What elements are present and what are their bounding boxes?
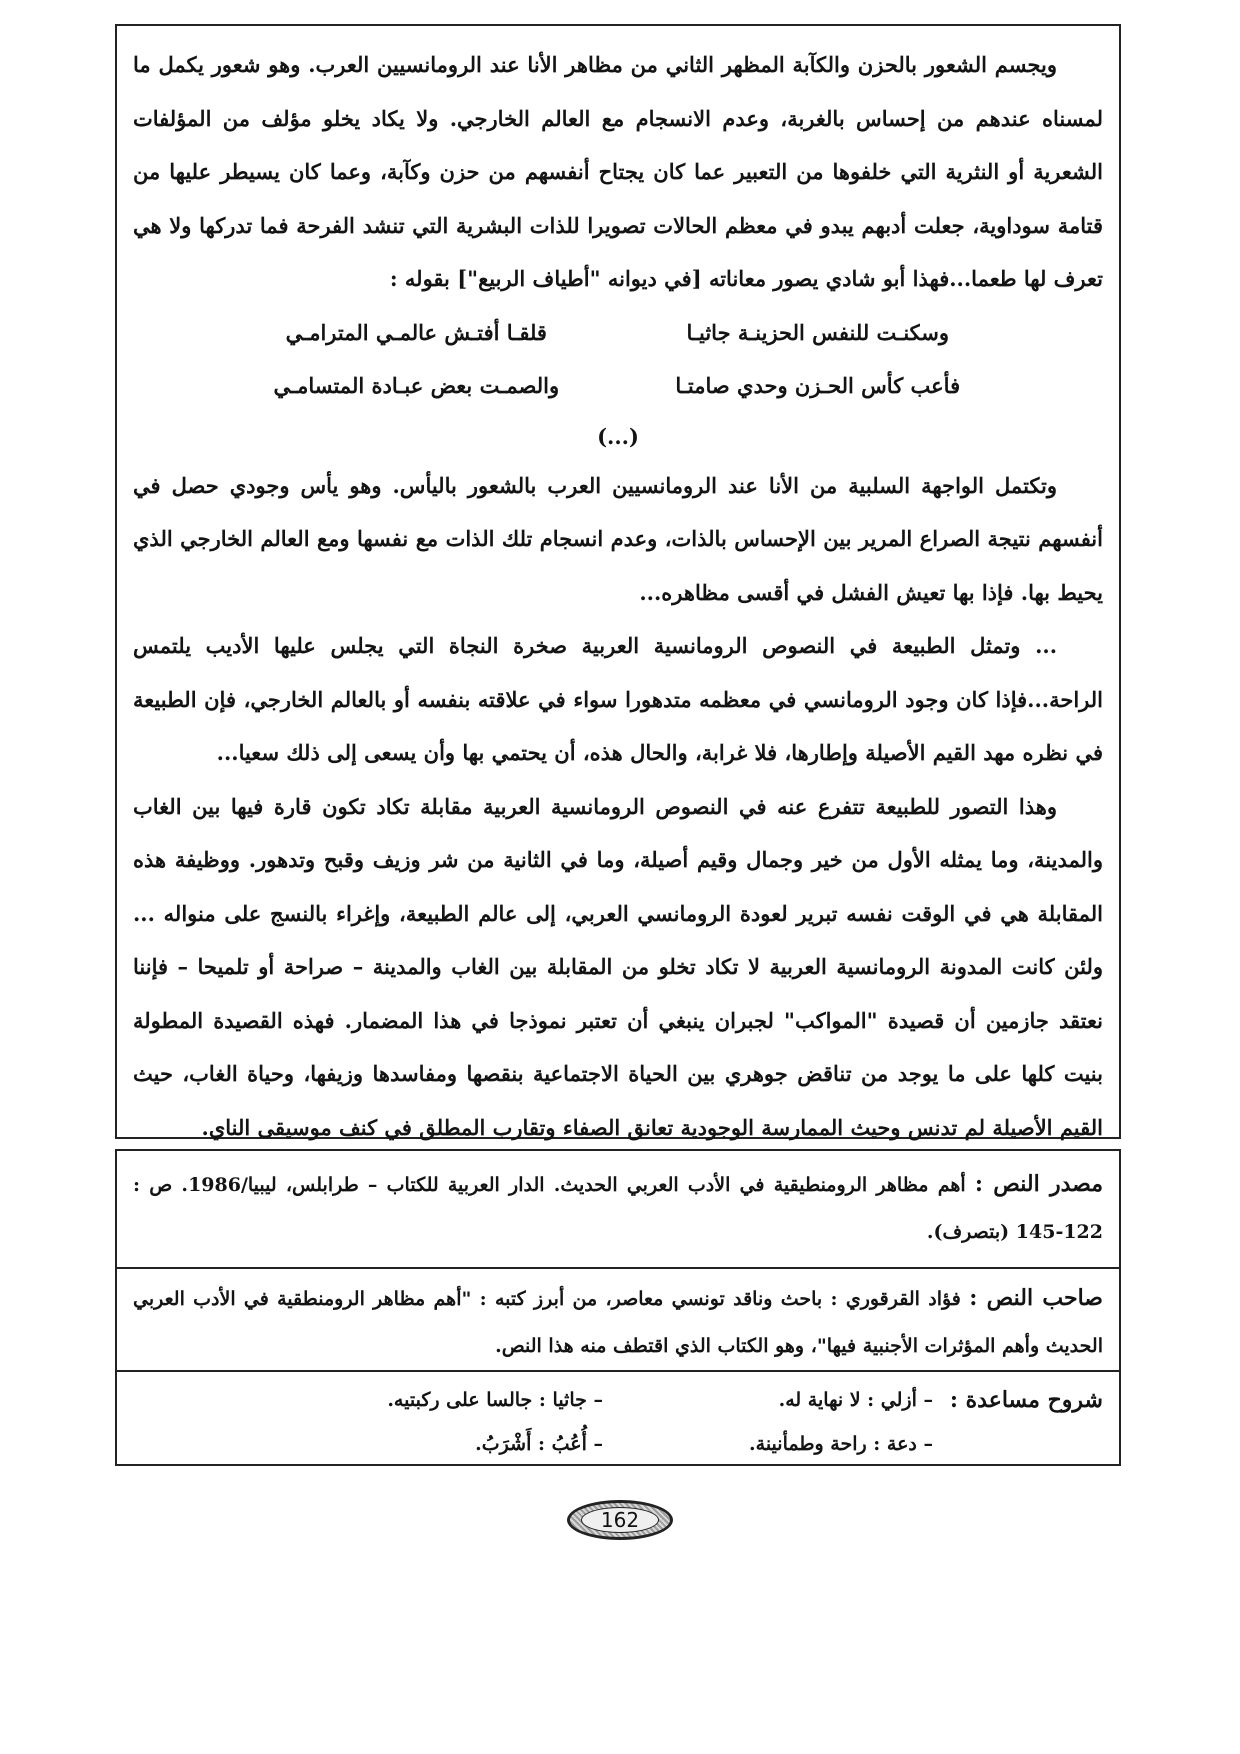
poem-verse	[231, 359, 1003, 413]
glossary-row	[133, 1422, 1103, 1466]
verse-first-hemistich: فأعب كأس الحـزن وحدي صامتـا	[675, 373, 961, 398]
text-author-label: صاحب النص :	[969, 1285, 1103, 1311]
reference-box	[115, 1149, 1121, 1466]
glossary-item: – جاثيا : جالسا على ركبتيه.	[387, 1389, 603, 1411]
verse-second-hemistich: والصمـت بعض عبـادة المتسامـي	[273, 373, 560, 398]
paragraph-3: ... وتمثل الطبيعة في النصوص الرومانسية العربية صخرة النجاة التي يجلس عليها الأديب يلتمس الراحة...فإذا كان وجود الرومانسي في معظمه متدهورا سواء في علاقته بنفسه أو بالعالم الخارجي، فإن الطبيعة في نظره مهد القيم الأصيلة وإطارها، فلا غرابة، والحال هذه، أن يحتمي بها وأن يسعى إلى ذلك سعيا...	[133, 633, 1103, 765]
text-source-label: مصدر النص :	[974, 1171, 1103, 1197]
verse-second-hemistich: قلقـا أفتـش عالمـي المترامـي	[285, 319, 547, 345]
page-number-badge	[567, 1500, 673, 1540]
glossary-title: شروح مساعدة :	[949, 1387, 1103, 1413]
glossary	[117, 1372, 1119, 1466]
verse-first-hemistich: وسكنـت للنفس الحزينـة جاثيـا	[686, 319, 949, 345]
main-text-box	[115, 24, 1121, 1139]
text-source-content: أهم مظاهر الرومنطيقية في الأدب العربي الحديث. الدار العربية للكتاب – طرابلس، ليبيا/1986. ص : 122-145 (بتصرف).	[133, 1174, 1103, 1243]
poem-verse	[231, 306, 1003, 360]
glossary-item: – أُعُبُ : أَشْرَبُ.	[475, 1433, 603, 1455]
omission-marker: (...)	[597, 423, 639, 449]
text-source	[117, 1151, 1119, 1269]
glossary-item: – دعة : راحة وطمأنينة.	[749, 1433, 933, 1455]
text-author	[117, 1269, 1119, 1372]
glossary-item: – أزلي : لا نهاية له.	[778, 1389, 933, 1411]
paragraph-2: وتكتمل الواجهة السلبية من الأنا عند الرومانسيين العرب بالشعور باليأس. وهو يأس وجودي حصل في أنفسهم نتيجة الصراع المرير بين الإحساس بالذات، وعدم انسجام تلك الذات مع نفسها ومع العالم الخارجي الذي يحيط بها. فإذا بها تعيش الفشل في أقسى مظاهره...	[133, 472, 1103, 605]
page-number: 162	[581, 1507, 659, 1533]
poem	[231, 306, 1003, 413]
paragraph-1: ويجسم الشعور بالحزن والكآبة المظهر الثاني من مظاهر الأنا عند الرومانسيين العرب. وهو شعور يكمل ما لمسناه عندهم من إحساس بالغربة، وعدم الانسجام مع العالم الخارجي. ولا يكاد يخلو مؤلف من المؤلفات الشعرية أو النثرية التي خلفوها من التعبير عما كان يجتاح أنفسهم من حزن وكآبة، وعما كان يسيطر عليها من قتامة سوداوية، جعلت أدبهم يبدو في معظم الحالات تصويرا للذات البشرية التي تنشد الفرحة فما تدركها ولا هي تعرف لها طعما...فهذا أبو شادي يصور معاناته [في ديوانه "أطياف الربيع"] بقوله :	[133, 52, 1103, 291]
glossary-row	[133, 1378, 1103, 1422]
text-author-content: فؤاد القرقوري : باحث وناقد تونسي معاصر، من أبرز كتبه : "أهم مظاهر الرومنطقية في الأدب العربي الحديث وأهم المؤثرات الأجنبية فيها"، وهو الكتاب الذي اقتطف منه هذا النص.	[133, 1288, 1103, 1357]
paragraph-4: وهذا التصور للطبيعة تتفرع عنه في النصوص الرومانسية العربية مقابلة تكاد تكون قارة فيها بين الغاب والمدينة، وما يمثله الأول من خير وجمال وقيم أصيلة، وما في الثانية من شر وزيف وقبح وتدهور. ووظيفة هذه المقابلة هي في الوقت نفسه تبرير لعودة الرومانسي العربي، إلى عالم الطبيعة، وإغراء بالنسج على منواله ... ولئن كانت المدونة الرومانسية العربية لا تكاد تخلو من المقابلة بين الغاب والمدينة – صراحة أو تلميحا – فإننا نعتقد جازمين أن قصيدة "المواكب" لجبران ينبغي أن تعتبر نموذجا في هذا المضمار. فهذه القصيدة المطولة بنيت كلها على ما يوجد من تناقض جوهري بين الحياة الاجتماعية بنقصها ومفاسدها وزيفها، وحياة الغاب، حيث القيم الأصيلة لم تدنس وحيث الممارسة الوجودية تعانق الصفاء وتقارب المطلق في كنف موسيقى الناي.	[133, 793, 1103, 1140]
